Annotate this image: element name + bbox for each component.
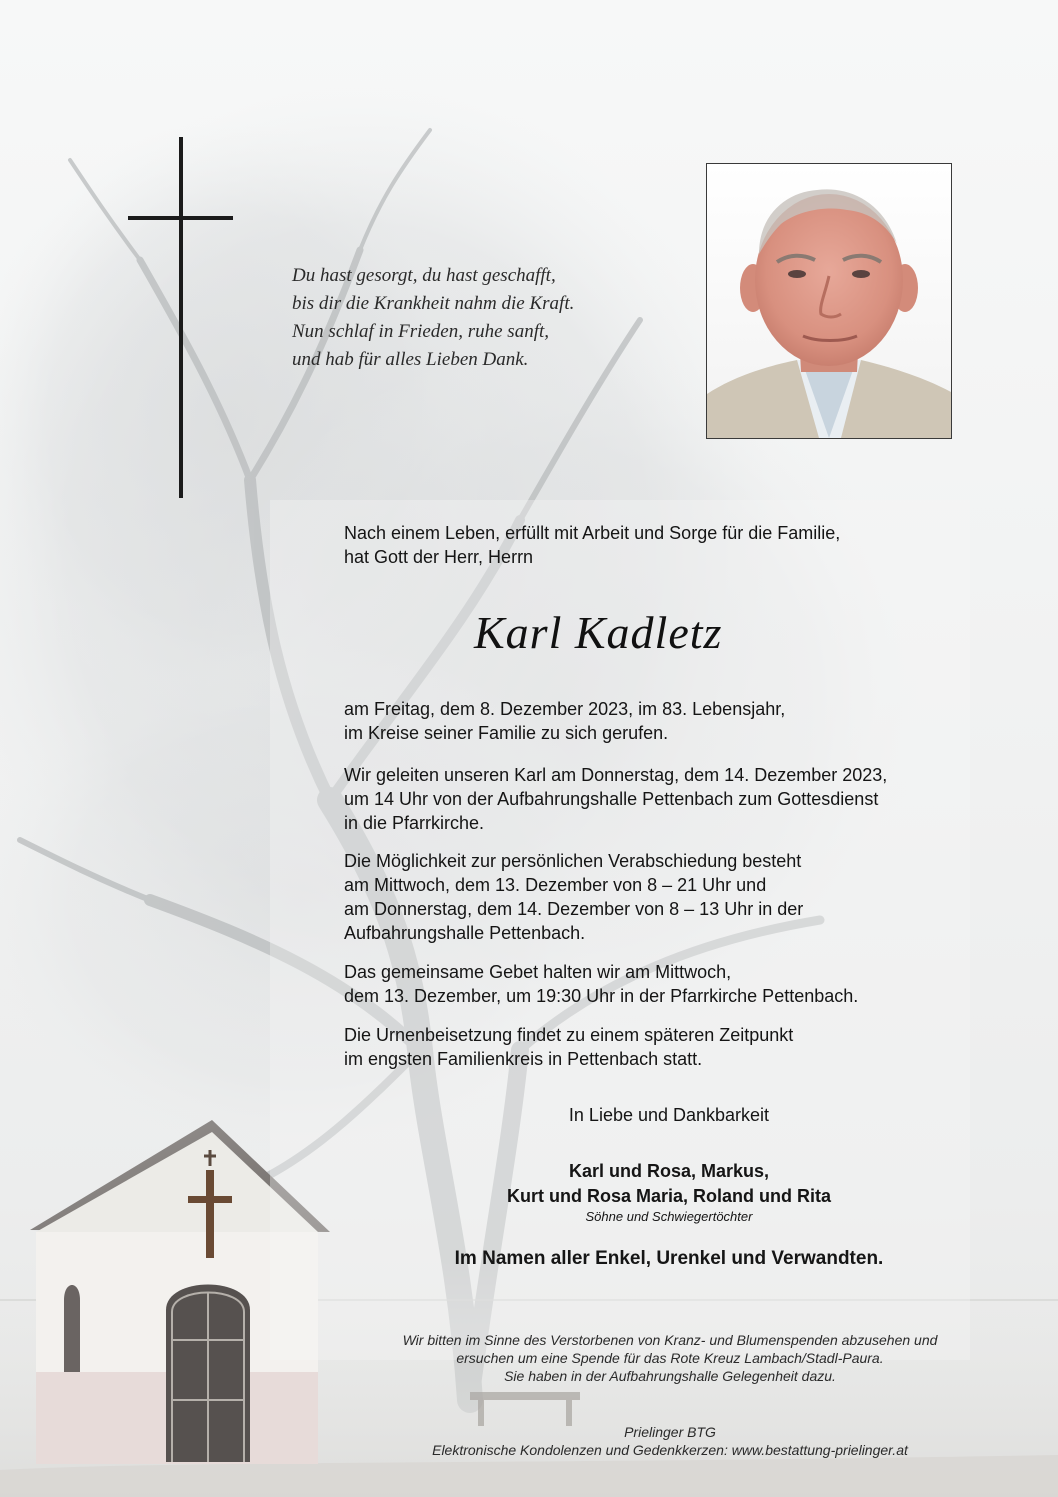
- paragraph-line: am Donnerstag, dem 14. Dezember von 8 – 13 Uhr in der: [344, 899, 804, 919]
- closing-phrase: In Liebe und Dankbarkeit: [568, 1105, 770, 1125]
- intro-text: [344, 521, 984, 569]
- donation-line: Wir bitten im Sinne des Verstorbenen von Kranz- und Blumenspenden abzusehen und: [402, 1332, 938, 1348]
- paragraph-line: im Kreise seiner Familie zu sich gerufen.: [344, 723, 669, 743]
- deceased-name: Karl Kadletz: [474, 607, 723, 658]
- poem-line: und hab für alles Lieben Dank.: [292, 349, 529, 370]
- footer: [300, 1423, 1040, 1459]
- paragraph-line: Aufbahrungshalle Pettenbach.: [344, 923, 586, 943]
- funeral-company: Prielinger BTG: [624, 1424, 716, 1440]
- paragraph-line: in die Pfarrkirche.: [344, 813, 485, 833]
- poem-line: bis dir die Krankheit nahm die Kraft.: [292, 293, 575, 314]
- paragraph-prayer: [344, 960, 984, 1008]
- memorial-poem: [292, 262, 692, 374]
- paragraph-line: Die Möglichkeit zur persönlichen Verabschiedung besteht: [344, 851, 802, 871]
- intro-line: Nach einem Leben, erfüllt mit Arbeit und Sorge für die Familie,: [344, 523, 841, 543]
- paragraph-farewell: [344, 849, 984, 945]
- paragraph-line: Wir geleiten unseren Karl am Donnerstag, dem 14. Dezember 2023,: [344, 765, 888, 785]
- paragraph-line: Die Urnenbeisetzung findet zu einem späteren Zeitpunkt: [344, 1025, 794, 1045]
- paragraph-urn-burial: [344, 1023, 984, 1071]
- poem-line: Nun schlaf in Frieden, ruhe sanft,: [292, 321, 550, 342]
- paragraph-line: am Freitag, dem 8. Dezember 2023, im 83. Lebensjahr,: [344, 699, 786, 719]
- relatives-line: Im Namen aller Enkel, Urenkel und Verwandten.: [454, 1248, 884, 1269]
- paragraph-line: dem 13. Dezember, um 19:30 Uhr in der Pfarrkirche Pettenbach.: [344, 986, 859, 1006]
- intro-line: hat Gott der Herr, Herrn: [344, 547, 534, 567]
- family-relation-note: Söhne und Schwiegertöchter: [585, 1209, 753, 1224]
- donation-line: Sie haben in der Aufbahrungshalle Gelegenheit dazu.: [504, 1368, 836, 1384]
- family-names: [344, 1159, 994, 1209]
- condolence-website: Elektronische Kondolenzen und Gedenkkerzen: www.bestattung-prielinger.at: [432, 1442, 908, 1458]
- paragraph-line: um 14 Uhr von der Aufbahrungshalle Pettenbach zum Gottesdienst: [344, 789, 879, 809]
- paragraph-funeral: [344, 763, 984, 835]
- paragraph-line: Das gemeinsame Gebet halten wir am Mittwoch,: [344, 962, 732, 982]
- family-line: Kurt und Rosa Maria, Roland und Rita: [506, 1186, 831, 1206]
- family-line: Karl und Rosa, Markus,: [568, 1161, 770, 1181]
- paragraph-death-date: [344, 697, 984, 745]
- paragraph-line: im engsten Familienkreis in Pettenbach statt.: [344, 1049, 703, 1069]
- donation-request: [300, 1331, 1040, 1385]
- poem-line: Du hast gesorgt, du hast geschafft,: [292, 265, 556, 286]
- donation-line: ersuchen um eine Spende für das Rote Kreuz Lambach/Stadl-Paura.: [456, 1350, 884, 1366]
- paragraph-line: am Mittwoch, dem 13. Dezember von 8 – 21 Uhr und: [344, 875, 767, 895]
- portrait-photo: [706, 163, 952, 439]
